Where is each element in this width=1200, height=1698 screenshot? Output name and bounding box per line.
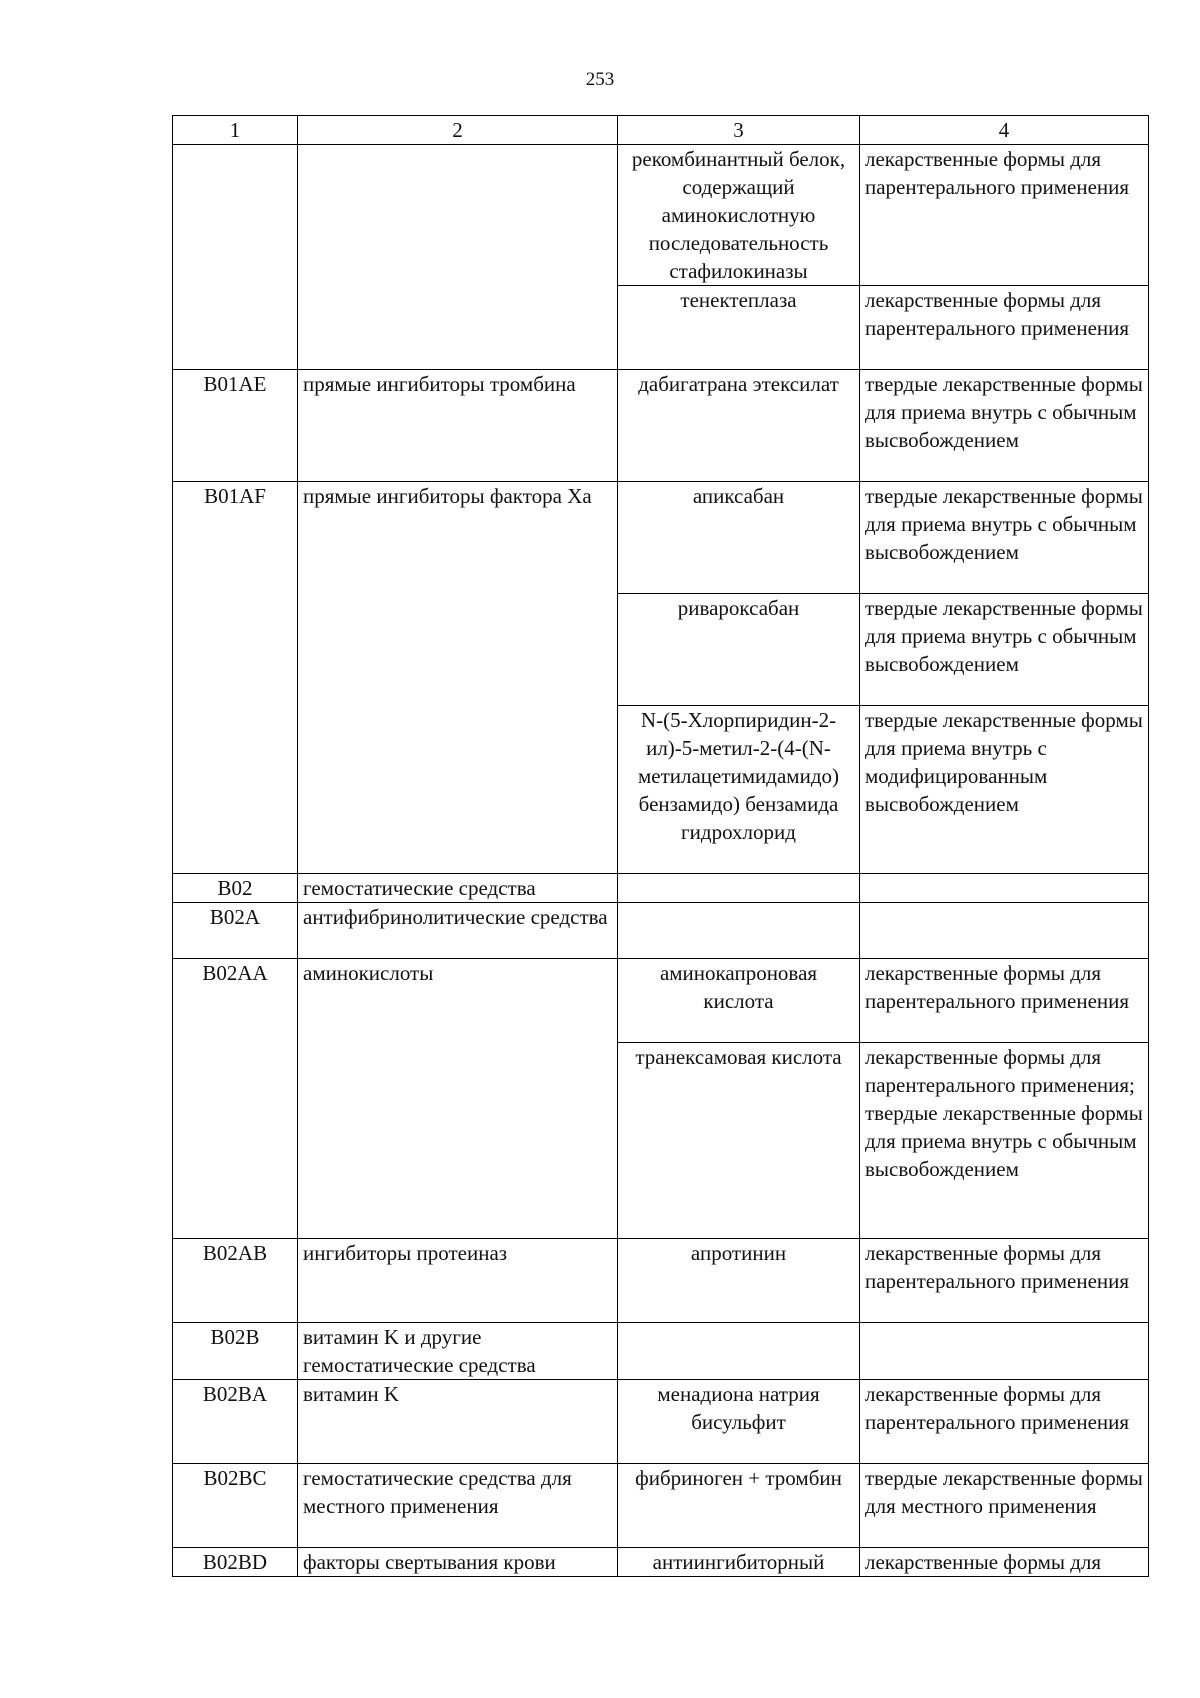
code-cell: B01AF bbox=[173, 482, 298, 874]
header-col-3: 3 bbox=[618, 116, 860, 145]
group-cell: прямые ингибиторы фактора Xa bbox=[298, 482, 618, 874]
code-cell: B02B bbox=[173, 1323, 298, 1380]
dosage-form-cell: твердые лекарственные формы для приема внутрь с модифицированным высвобождением bbox=[860, 706, 1149, 874]
code-cell: B02BC bbox=[173, 1464, 298, 1548]
table-row bbox=[173, 959, 1149, 1043]
header-col-2: 2 bbox=[298, 116, 618, 145]
code-cell: B02BA bbox=[173, 1380, 298, 1464]
group-cell: витамин K и другие гемостатические средства bbox=[298, 1323, 618, 1380]
group-cell: факторы свертывания крови bbox=[298, 1548, 618, 1577]
table-row bbox=[173, 874, 1149, 903]
group-cell: прямые ингибиторы тромбина bbox=[298, 370, 618, 482]
group-cell bbox=[298, 145, 618, 370]
code-cell: B01AE bbox=[173, 370, 298, 482]
table-row bbox=[173, 1380, 1149, 1464]
drug-name-cell: дабигатрана этексилат bbox=[618, 370, 860, 482]
code-cell: B02A bbox=[173, 903, 298, 959]
dosage-form-cell: твердые лекарственные формы для приема внутрь с обычным высвобождением bbox=[860, 370, 1149, 482]
drug-name-cell: фибриноген + тромбин bbox=[618, 1464, 860, 1548]
drug-name-cell bbox=[618, 903, 860, 959]
dosage-form-cell: лекарственные формы для парентерального применения bbox=[860, 145, 1149, 286]
dosage-form-cell: твердые лекарственные формы для приема внутрь с обычным высвобождением bbox=[860, 594, 1149, 706]
dosage-form-cell: лекарственные формы для bbox=[860, 1548, 1149, 1577]
group-cell: аминокислоты bbox=[298, 959, 618, 1239]
medication-table bbox=[172, 115, 1149, 1577]
dosage-form-cell: лекарственные формы для парентерального применения bbox=[860, 1239, 1149, 1323]
code-cell bbox=[173, 145, 298, 370]
dosage-form-cell: лекарственные формы для парентерального применения bbox=[860, 286, 1149, 370]
table-row bbox=[173, 482, 1149, 594]
table-row bbox=[173, 903, 1149, 959]
dosage-form-cell: лекарственные формы для парентерального применения bbox=[860, 959, 1149, 1043]
group-cell: гемостатические средства для местного применения bbox=[298, 1464, 618, 1548]
drug-name-cell: апиксабан bbox=[618, 482, 860, 594]
code-cell: B02BD bbox=[173, 1548, 298, 1577]
group-cell: антифибринолитические средства bbox=[298, 903, 618, 959]
header-col-1: 1 bbox=[173, 116, 298, 145]
dosage-form-cell: твердые лекарственные формы для приема внутрь с обычным высвобождением bbox=[860, 482, 1149, 594]
header-col-4: 4 bbox=[860, 116, 1149, 145]
dosage-form-cell bbox=[860, 903, 1149, 959]
table-row bbox=[173, 145, 1149, 286]
drug-name-cell: рекомбинантный белок, содержащий аминокислотную последовательность стафилокиназы bbox=[618, 145, 860, 286]
code-cell: B02 bbox=[173, 874, 298, 903]
drug-name-cell: менадиона натрия бисульфит bbox=[618, 1380, 860, 1464]
group-cell: ингибиторы протеиназ bbox=[298, 1239, 618, 1323]
drug-name-cell: N-(5-Хлорпиридин-2-ил)-5-метил-2-(4-(N-метилацетимидамидо) бензамидо) бензамида гидрохлорид bbox=[618, 706, 860, 874]
drug-name-cell: аминокапроновая кислота bbox=[618, 959, 860, 1043]
drug-name-cell bbox=[618, 874, 860, 903]
drug-name-cell bbox=[618, 1323, 860, 1380]
table-row bbox=[173, 1323, 1149, 1380]
code-cell: B02AA bbox=[173, 959, 298, 1239]
dosage-form-cell: лекарственные формы для парентерального применения; твердые лекарственные формы для приема внутрь с обычным высвобождением bbox=[860, 1043, 1149, 1239]
dosage-form-cell: лекарственные формы для парентерального применения bbox=[860, 1380, 1149, 1464]
group-cell: гемостатические средства bbox=[298, 874, 618, 903]
group-cell: витамин K bbox=[298, 1380, 618, 1464]
dosage-form-cell bbox=[860, 874, 1149, 903]
page-number: 253 bbox=[585, 69, 615, 90]
table-header-row bbox=[173, 116, 1149, 145]
drug-name-cell: ривароксабан bbox=[618, 594, 860, 706]
drug-name-cell: транексамовая кислота bbox=[618, 1043, 860, 1239]
table-row bbox=[173, 1464, 1149, 1548]
drug-name-cell: тенектеплаза bbox=[618, 286, 860, 370]
dosage-form-cell bbox=[860, 1323, 1149, 1380]
code-cell: B02AB bbox=[173, 1239, 298, 1323]
dosage-form-cell: твердые лекарственные формы для местного применения bbox=[860, 1464, 1149, 1548]
drug-name-cell: апротинин bbox=[618, 1239, 860, 1323]
table-row bbox=[173, 370, 1149, 482]
drug-name-cell: антиингибиторный bbox=[618, 1548, 860, 1577]
table-row bbox=[173, 1239, 1149, 1323]
table-row bbox=[173, 1548, 1149, 1577]
